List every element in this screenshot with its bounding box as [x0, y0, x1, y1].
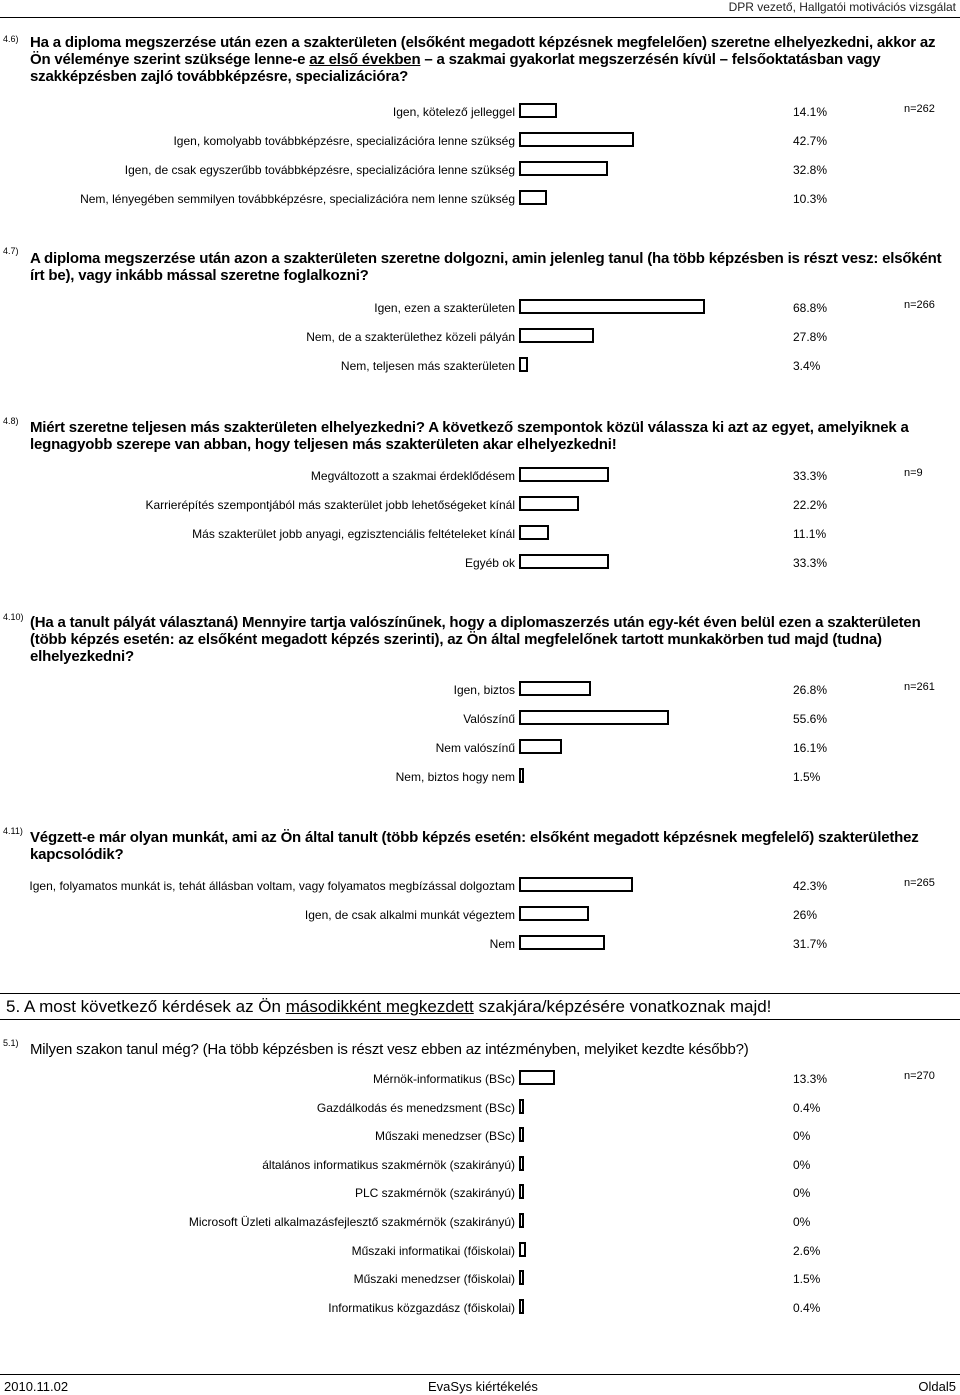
answer-percent: 42.7% — [793, 134, 828, 148]
answer-label: Nem, lényegében semmilyen továbbképzésre, specializációra nem lenne szükség — [80, 192, 515, 206]
answer-bar — [519, 554, 609, 569]
answer-row — [0, 1127, 960, 1147]
answer-label: PLC szakmérnök (szakirányú) — [354, 1186, 515, 1201]
answer-row — [0, 1099, 960, 1119]
answer-bar — [519, 1070, 555, 1085]
answer-row — [0, 1156, 960, 1176]
answer-row — [0, 681, 960, 701]
answer-row — [0, 1070, 960, 1090]
answer-label: Informatikus közgazdász (főiskolai) — [328, 1300, 515, 1315]
answer-bar — [519, 357, 528, 372]
answer-percent: 31.7% — [793, 937, 828, 951]
answer-percent: 33.3% — [793, 469, 828, 483]
answer-bar — [519, 877, 633, 892]
answer-row — [0, 906, 960, 926]
answer-percent: 0% — [793, 1215, 811, 1229]
answer-label: Műszaki menedzser (BSc) — [374, 1129, 515, 1144]
footer-divider — [0, 1374, 960, 1375]
answer-percent: 0.4% — [793, 1300, 821, 1315]
respondent-count: n=270 — [904, 1070, 935, 1082]
answer-bar — [519, 299, 705, 314]
answer-bar — [519, 328, 594, 343]
question-number: 5.1) — [3, 1038, 19, 1048]
question-text: Miért szeretne teljesen más szakterületen elhelyezkedni? A következő szempontok közül válassza ki azt az egyet, amelyiknek a legnagyobb szerepe van abban, hogy teljesen más szakterületen akar elhelyezkedni! — [30, 419, 909, 453]
question-number: 4.11) — [3, 826, 23, 836]
answer-row — [0, 768, 960, 788]
answer-percent: 68.8% — [793, 301, 828, 315]
answer-label: általános informatikus szakmérnök (szakirányú) — [262, 1157, 515, 1172]
answer-label: Microsoft Üzleti alkalmazásfejlesztő szakmérnök (szakirányú) — [188, 1215, 515, 1229]
respondent-count: n=265 — [904, 877, 935, 889]
answer-percent: 16.1% — [793, 741, 828, 755]
answer-percent: 27.8% — [793, 330, 828, 344]
answer-label: Egyéb ok — [464, 556, 515, 570]
answer-percent: 26.8% — [793, 683, 828, 697]
answer-percent: 3.4% — [793, 359, 821, 373]
answer-row — [0, 1299, 960, 1319]
respondent-count: n=9 — [904, 467, 923, 479]
question-number: 4.10) — [3, 612, 24, 622]
answer-percent: 22.2% — [793, 498, 828, 512]
answer-bar — [519, 1099, 524, 1114]
footer-center: EvaSys kiértékelés — [428, 1379, 538, 1394]
answer-label: Igen, kötelező jelleggel — [392, 105, 515, 119]
answer-label: Gazdálkodás és menedzsment (BSc) — [316, 1100, 515, 1115]
question-text: Milyen szakon tanul még? (Ha több képzésben is részt vesz ebben az intézményben, melyiket kezdte később?) — [30, 1041, 749, 1058]
answer-row — [0, 877, 960, 897]
answer-bar — [519, 710, 669, 725]
answer-row — [0, 132, 960, 152]
answer-label: Mérnök-informatikus (BSc) — [372, 1072, 515, 1086]
answer-label: Műszaki informatikai (főiskolai) — [351, 1243, 515, 1258]
footer-date: 2010.11.02 — [4, 1379, 69, 1394]
respondent-count: n=266 — [904, 299, 935, 311]
answer-percent: 0% — [793, 1157, 811, 1172]
respondent-count: n=261 — [904, 681, 935, 693]
answer-percent: 26% — [793, 908, 818, 922]
question-text: Ha a diploma megszerzése után ezen a szakterületen (elsőként megadott képzésnek megfelelően) szeretne elhelyezkedni, akkor az Ön véleménye szerint szüksége lenne-e az első években – a szakmai gyakorlat megszerzésén kívül – felsőoktatásban vagy szakképzésben zajló továbbképzésre, specializációra? — [30, 34, 936, 85]
answer-percent: 0% — [793, 1129, 811, 1144]
answer-label: Igen, biztos — [453, 683, 515, 697]
question-text: Végzett-e már olyan munkát, ami az Ön által tanult (több képzés esetén: elsőként megadott képzésnek megfelelő) szakterülethez kapcsolódik? — [30, 829, 919, 863]
answer-bar — [519, 1213, 524, 1228]
answer-label: Igen, folyamatos munkát is, tehát állásban voltam, vagy folyamatos megbízással dolgoztam — [29, 879, 515, 893]
question-text: (Ha a tanult pályát választaná) Mennyire tartja valószínűnek, hogy a diplomaszerzés után egy-két éven belül ezen a szakterületen (több képzés esetén: az elsőként megadott képzés szerinti), az Ön által megfelelőnek tartott munkakörben tud majd (tudna) elhelyezkedni? — [30, 614, 921, 665]
answer-bar — [519, 496, 579, 511]
answer-percent: 11.1% — [793, 527, 827, 541]
answer-label: Igen, komolyabb továbbképzésre, specializációra lenne szükség — [173, 134, 515, 148]
answer-row — [0, 739, 960, 759]
answer-bar — [519, 768, 524, 783]
answer-label: Igen, de csak alkalmi munkát végeztem — [304, 908, 515, 922]
answer-percent: 13.3% — [793, 1072, 828, 1086]
question-number: 4.7) — [3, 246, 19, 256]
answer-percent: 55.6% — [793, 712, 828, 726]
footer-page: Oldal5 — [918, 1379, 956, 1394]
answer-bar — [519, 1156, 524, 1171]
answer-percent: 2.6% — [793, 1243, 821, 1258]
answer-row — [0, 1213, 960, 1233]
answer-label: Igen, de csak egyszerűbb továbbképzésre, specializációra lenne szükség — [124, 163, 515, 177]
answer-label: Más szakterület jobb anyagi, egzisztenciális feltételeket kínál — [192, 527, 515, 541]
header-divider — [0, 17, 960, 18]
answer-percent: 10.3% — [793, 192, 828, 206]
answer-row — [0, 103, 960, 123]
answer-bar — [519, 525, 549, 540]
answer-bar — [519, 190, 547, 205]
answer-row — [0, 357, 960, 377]
answer-row — [0, 1184, 960, 1204]
answer-label: Nem valószínű — [435, 741, 515, 755]
respondent-count: n=262 — [904, 103, 935, 115]
answer-label: Műszaki menedzser (főiskolai) — [353, 1272, 515, 1287]
answer-percent: 0% — [793, 1186, 811, 1201]
answer-row — [0, 467, 960, 487]
question-text: A diploma megszerzése után azon a szakterületen szeretne dolgozni, amin jelenleg tanul (ha több képzésben is részt vesz: elsőként írt be), vagy inkább mással szeretne foglalkozni? — [30, 250, 942, 284]
answer-label: Nem, de a szakterülethez közeli pályán — [306, 330, 515, 344]
answer-percent: 33.3% — [793, 556, 828, 570]
answer-bar — [519, 681, 591, 696]
answer-label: Valószínű — [463, 712, 515, 726]
question-number: 4.6) — [3, 34, 19, 44]
answer-label: Nem, biztos hogy nem — [395, 770, 515, 784]
answer-row — [0, 328, 960, 348]
answer-bar — [519, 1184, 524, 1199]
answer-row — [0, 554, 960, 574]
answer-percent: 42.3% — [793, 879, 828, 893]
answer-bar — [519, 1242, 526, 1257]
answer-percent: 1.5% — [793, 770, 821, 784]
answer-row — [0, 190, 960, 210]
answer-row — [0, 496, 960, 516]
answer-label: Igen, ezen a szakterületen — [374, 301, 515, 315]
answer-bar — [519, 132, 634, 147]
answer-bar — [519, 1299, 524, 1314]
answer-row — [0, 161, 960, 181]
answer-bar — [519, 935, 605, 950]
answer-row — [0, 1270, 960, 1290]
answer-label: Megváltozott a szakmai érdeklődésem — [310, 469, 515, 483]
answer-row — [0, 935, 960, 955]
answer-bar — [519, 739, 562, 754]
answer-label: Karrierépítés szempontjából más szakterület jobb lehetőségeket kínál — [145, 498, 515, 512]
answer-percent: 0.4% — [793, 1100, 821, 1115]
answer-row — [0, 1242, 960, 1262]
question-number: 4.8) — [3, 416, 19, 426]
section-heading: 5. A most következő kérdések az Ön másodikként megkezdett szakjára/képzésére vonatkoznak majd! — [0, 993, 960, 1020]
answer-label: Nem — [489, 937, 515, 951]
answer-percent: 14.1% — [793, 105, 828, 119]
answer-label: Nem, teljesen más szakterületen — [340, 359, 515, 373]
answer-row — [0, 299, 960, 319]
answer-bar — [519, 1127, 524, 1142]
answer-percent: 1.5% — [793, 1272, 821, 1287]
answer-percent: 32.8% — [793, 163, 828, 177]
answer-bar — [519, 103, 557, 118]
document-header-title: DPR vezető, Hallgatói motivációs vizsgálat — [728, 0, 956, 14]
answer-bar — [519, 906, 589, 921]
answer-row — [0, 710, 960, 730]
answer-row — [0, 525, 960, 545]
answer-bar — [519, 467, 609, 482]
answer-bar — [519, 161, 608, 176]
answer-bar — [519, 1270, 524, 1285]
